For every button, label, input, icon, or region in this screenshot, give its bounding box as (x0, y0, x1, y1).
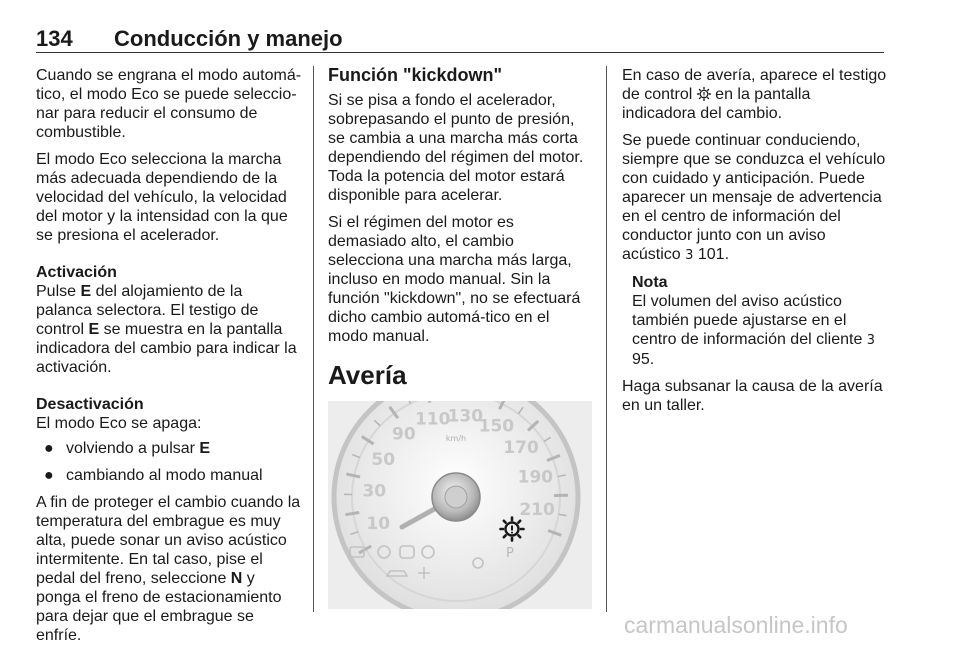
speedometer-illustration (328, 401, 592, 609)
gauge-label: 10 (366, 514, 390, 534)
gauge-unit: km/h (446, 434, 466, 443)
deactivation-list (36, 439, 302, 485)
failure-text-2: en la pantalla indicadora del cambio. (622, 86, 810, 122)
kickdown-heading: Función "kickdown" (328, 66, 592, 85)
activation-text-2: del alojamiento de la palanca selectora. El testigo de control (36, 283, 258, 338)
kickdown-paragraph-2: Si el régimen del motor es demasiado alto, el cambio selecciona una marcha más larga, incluso en modo manual. Sin la función "kickdown", no se efectuará dicho cambio automá-tico en el modo manual. (328, 213, 592, 346)
failure-text-1: En caso de avería, aparece el testigo de control (622, 67, 886, 103)
speedometer-svg (328, 401, 592, 609)
transmission-fault-inline-icon (697, 87, 711, 101)
column-divider-2 (606, 66, 607, 612)
gauge-label: 210 (519, 500, 555, 520)
gauge-label: 50 (371, 450, 395, 470)
gauge-label: 150 (479, 417, 515, 437)
list-item (36, 439, 302, 458)
bullet-1-key: E (199, 440, 210, 457)
bullet-1-text: volviendo a pulsar (66, 440, 199, 457)
failure-paragraph-3: Haga subsanar la causa de la avería en un taller. (622, 377, 888, 415)
clutch-key: N (231, 570, 243, 587)
eco-intro-paragraph: Cuando se engrana el modo automá-tico, el modo Eco se puede seleccio-nar para reducir el consumo de combustible. (36, 66, 302, 142)
activation-paragraph (36, 282, 302, 377)
deactivation-intro: El modo Eco se apaga: (36, 414, 302, 433)
clutch-warning-paragraph (36, 493, 302, 645)
bullet: ● (44, 439, 54, 458)
column-2 (328, 66, 592, 609)
clutch-text-2: y ponga el freno de estacionamiento para dejar que el embrague se enfríe. (36, 570, 282, 644)
activation-key: E (80, 283, 91, 300)
gauge-label: 190 (518, 467, 554, 487)
failure-heading: Avería (328, 366, 592, 385)
gauge-label: 30 (362, 482, 386, 502)
gauge-label: 110 (415, 409, 451, 429)
activation-text-1: Pulse (36, 283, 80, 300)
watermark: carmanualsonline.info (624, 612, 848, 639)
page-ref-icon: 3 (867, 333, 875, 348)
activation-text-3: se muestra en la pantalla indicadora del cambio para indicar la activación. (36, 321, 297, 376)
failure-paragraph-2 (622, 131, 888, 265)
page-ref-95[interactable]: 95. (632, 351, 654, 368)
activation-heading: Activación (36, 263, 302, 282)
note-text: El volumen del aviso acústico también puede ajustarse en el centro de información del cliente (632, 293, 867, 348)
page-header (36, 26, 884, 53)
transmission-fault-icon (501, 518, 524, 541)
kickdown-paragraph-1: Si se pisa a fondo el acelerador, sobrepasando el punto de presión, se cambia a una marcha más corta dependiendo del régimen del motor. Toda la potencia del motor estará disponible para acelerar. (328, 91, 592, 205)
note-heading: Nota (632, 273, 888, 292)
page-ref-101[interactable]: 101. (693, 246, 729, 263)
note-box (622, 273, 888, 369)
gauge-label: 170 (503, 438, 539, 458)
eco-description-paragraph: El modo Eco selecciona la marcha más adecuada dependiendo de la velocidad del vehículo, la velocidad del motor y la intensidad con la que se presiona el acelerador. (36, 150, 302, 245)
failure-text-3: Se puede continuar conduciendo, siempre que se conduzca el vehículo con cuidado y anticipación. Puede aparecer un mensaje de advertencia en el centro de información del conductor junto con un aviso acústico (622, 132, 885, 263)
column-divider-1 (313, 66, 314, 612)
clutch-text-1: A fin de proteger el cambio cuando la temperatura del embrague es muy alta, puede sonar un aviso acústico intermitente. En tal caso, pise el pedal del freno, seleccione (36, 494, 300, 587)
bullet-2-text: cambiando al modo manual (66, 467, 263, 484)
page-number: 134 (36, 26, 73, 52)
column-3 (622, 66, 888, 423)
running-title: Conducción y manejo (114, 26, 343, 52)
gauge-label: 90 (392, 425, 416, 445)
failure-paragraph-1 (622, 66, 888, 123)
bullet: ● (44, 466, 54, 485)
note-paragraph (632, 292, 888, 369)
list-item (36, 466, 302, 485)
gauge-label: 130 (448, 407, 484, 427)
column-1 (36, 66, 302, 653)
deactivation-heading: Desactivación (36, 395, 302, 414)
park-lamp-icon: P (506, 546, 514, 561)
activation-key-2: E (88, 321, 99, 338)
page-ref-icon: 3 (685, 248, 693, 263)
